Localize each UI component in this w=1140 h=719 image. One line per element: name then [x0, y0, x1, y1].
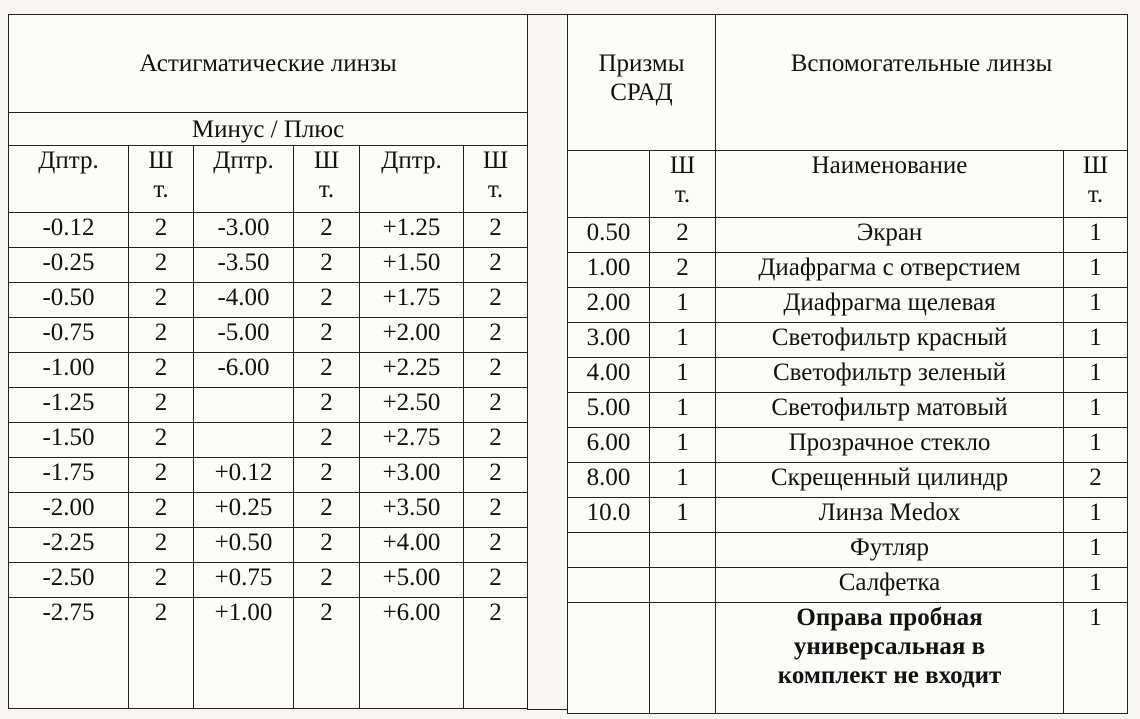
diopter-cell: -3.50	[194, 248, 294, 283]
table-row	[9, 318, 528, 353]
minus-plus-subtitle: Минус / Плюс	[9, 113, 528, 146]
item-qty-cell: 1	[1064, 323, 1128, 358]
table-row	[568, 463, 1128, 498]
qty-cell: 2	[464, 318, 528, 353]
prism-value-cell	[568, 603, 650, 714]
prism-value-cell: 10.0	[568, 498, 650, 533]
qty-cell: 2	[129, 598, 194, 709]
table-row	[9, 353, 528, 388]
prism-qty-cell: 1	[650, 288, 716, 323]
diopter-cell: -2.00	[9, 493, 129, 528]
prism-value-cell: 3.00	[568, 323, 650, 358]
prism-qty-header: Ш т.	[650, 151, 716, 218]
prisms-title: Призмы СРАД	[568, 15, 716, 151]
item-qty-cell: 1	[1064, 358, 1128, 393]
table-row	[568, 568, 1128, 603]
diopter-cell: -2.25	[9, 528, 129, 563]
diopter-cell: -1.00	[9, 353, 129, 388]
prism-value-cell: 4.00	[568, 358, 650, 393]
diopter-cell: +1.25	[360, 213, 464, 248]
prism-qty-cell	[650, 568, 716, 603]
diopter-cell: -1.75	[9, 458, 129, 493]
diopter-cell: +5.00	[360, 563, 464, 598]
qty-cell: 2	[294, 598, 360, 709]
diopter-cell: -2.75	[9, 598, 129, 709]
astigmatic-title: Астигматические линзы	[9, 15, 528, 113]
prism-value-cell: 0.50	[568, 218, 650, 253]
qty-cell: 2	[294, 493, 360, 528]
col-diopt-1: Дптр.	[9, 146, 129, 213]
table-row	[9, 213, 528, 248]
qty-cell: 2	[294, 423, 360, 458]
diopter-cell: -3.00	[194, 213, 294, 248]
table-row	[568, 533, 1128, 568]
diopter-cell: +6.00	[360, 598, 464, 709]
qty-cell: 2	[464, 213, 528, 248]
qty-cell: 2	[464, 353, 528, 388]
diopter-cell: +1.00	[194, 598, 294, 709]
prism-value-cell	[568, 533, 650, 568]
qty-cell: 2	[129, 283, 194, 318]
item-qty-cell: 1	[1064, 568, 1128, 603]
diopter-cell: +1.75	[360, 283, 464, 318]
item-name-cell: Диафрагма с отверстием	[716, 253, 1064, 288]
qty-cell: 2	[464, 598, 528, 709]
qty-cell: 2	[129, 493, 194, 528]
table-row	[9, 283, 528, 318]
aux-lenses-title: Вспомогательные линзы	[716, 15, 1128, 151]
prism-value-cell	[568, 568, 650, 603]
qty-cell: 2	[464, 528, 528, 563]
table-row	[9, 563, 528, 598]
diopter-cell: +0.12	[194, 458, 294, 493]
prism-qty-cell: 2	[650, 218, 716, 253]
item-qty-cell: 1	[1064, 288, 1128, 323]
table-row	[9, 528, 528, 563]
prism-qty-cell: 1	[650, 498, 716, 533]
diopter-cell: +1.50	[360, 248, 464, 283]
prism-qty-cell: 1	[650, 323, 716, 358]
qty-cell: 2	[129, 423, 194, 458]
item-name-cell: Прозрачное стекло	[716, 428, 1064, 463]
prisms-aux-lenses-table	[567, 14, 1128, 714]
item-qty-cell: 1	[1064, 218, 1128, 253]
diopter-cell: +0.25	[194, 493, 294, 528]
item-name-cell: Футляр	[716, 533, 1064, 568]
diopter-cell: +2.00	[360, 318, 464, 353]
table-row	[568, 288, 1128, 323]
diopter-cell: -1.25	[9, 388, 129, 423]
col-diopt-3: Дптр.	[360, 146, 464, 213]
diopter-cell: -5.00	[194, 318, 294, 353]
qty-cell: 2	[294, 213, 360, 248]
prism-qty-cell: 1	[650, 428, 716, 463]
diopter-cell: +2.75	[360, 423, 464, 458]
prism-qty-cell	[650, 533, 716, 568]
astigmatic-lenses-table	[8, 14, 528, 709]
qty-cell: 2	[464, 493, 528, 528]
diopter-cell: +4.00	[360, 528, 464, 563]
table-row	[568, 428, 1128, 463]
qty-cell: 2	[129, 353, 194, 388]
prism-qty-cell: 1	[650, 463, 716, 498]
item-qty-cell: 1	[1064, 428, 1128, 463]
diopter-cell: +2.25	[360, 353, 464, 388]
table-row	[568, 218, 1128, 253]
qty-cell: 2	[294, 528, 360, 563]
qty-cell: 2	[464, 458, 528, 493]
qty-cell: 2	[294, 458, 360, 493]
qty-cell: 2	[294, 248, 360, 283]
table-row	[568, 323, 1128, 358]
qty-cell: 2	[464, 248, 528, 283]
item-name-cell: Диафрагма щелевая	[716, 288, 1064, 323]
diopter-cell: -6.00	[194, 353, 294, 388]
table-row	[568, 393, 1128, 428]
diopter-cell	[194, 388, 294, 423]
item-name-cell: Скрещенный цилиндр	[716, 463, 1064, 498]
qty-cell: 2	[294, 563, 360, 598]
qty-cell: 2	[129, 318, 194, 353]
item-qty-cell: 1	[1064, 253, 1128, 288]
qty-cell: 2	[464, 563, 528, 598]
col-diopt-2: Дптр.	[194, 146, 294, 213]
table-row	[9, 388, 528, 423]
diopter-cell	[194, 423, 294, 458]
col-qty-2: Ш т.	[294, 146, 360, 213]
prism-qty-cell	[650, 603, 716, 714]
table-row	[9, 248, 528, 283]
item-name-cell: Светофильтр красный	[716, 323, 1064, 358]
diopter-cell: -0.25	[9, 248, 129, 283]
qty-cell: 2	[294, 318, 360, 353]
diopter-cell: -2.50	[9, 563, 129, 598]
diopter-cell: -0.12	[9, 213, 129, 248]
table-row	[568, 358, 1128, 393]
table-row	[9, 598, 528, 709]
table-row	[568, 603, 1128, 714]
qty-cell: 2	[464, 388, 528, 423]
qty-cell: 2	[294, 388, 360, 423]
diopter-cell: +0.75	[194, 563, 294, 598]
col-qty-1: Ш т.	[129, 146, 194, 213]
prism-qty-cell: 1	[650, 393, 716, 428]
diopter-cell: +0.50	[194, 528, 294, 563]
qty-cell: 2	[129, 458, 194, 493]
qty-cell: 2	[464, 423, 528, 458]
table-row	[9, 458, 528, 493]
col-qty-3: Ш т.	[464, 146, 528, 213]
item-qty-cell: 1	[1064, 603, 1128, 714]
name-header: Наименование	[716, 151, 1064, 218]
table-row	[9, 423, 528, 458]
qty-cell: 2	[294, 283, 360, 318]
item-qty-cell: 1	[1064, 533, 1128, 568]
diopter-cell: -0.50	[9, 283, 129, 318]
prism-qty-cell: 1	[650, 358, 716, 393]
prism-value-cell: 1.00	[568, 253, 650, 288]
item-name-cell: Экран	[716, 218, 1064, 253]
item-qty-cell: 1	[1064, 393, 1128, 428]
item-name-cell: Оправа пробная универсальная в комплект не входит	[716, 603, 1064, 714]
diopter-cell: -4.00	[194, 283, 294, 318]
diopter-cell: +2.50	[360, 388, 464, 423]
qty-cell: 2	[129, 388, 194, 423]
item-name-cell: Линза Medox	[716, 498, 1064, 533]
item-name-cell: Салфетка	[716, 568, 1064, 603]
table-gap	[527, 14, 567, 710]
item-qty-cell: 1	[1064, 498, 1128, 533]
qty-cell: 2	[129, 248, 194, 283]
left-column-header-row	[9, 146, 528, 213]
prism-qty-cell: 2	[650, 253, 716, 288]
prism-value-cell: 6.00	[568, 428, 650, 463]
qty-cell: 2	[129, 528, 194, 563]
qty-cell: 2	[294, 353, 360, 388]
table-row	[568, 498, 1128, 533]
qty-cell: 2	[464, 283, 528, 318]
item-name-cell: Светофильтр зеленый	[716, 358, 1064, 393]
diopter-cell: -1.50	[9, 423, 129, 458]
right-column-header-row	[568, 151, 1128, 218]
item-qty-cell: 2	[1064, 463, 1128, 498]
aux-qty-header: Ш т.	[1064, 151, 1128, 218]
prism-value-header	[568, 151, 650, 218]
table-row	[9, 493, 528, 528]
item-name-cell: Светофильтр матовый	[716, 393, 1064, 428]
diopter-cell: +3.50	[360, 493, 464, 528]
prism-value-cell: 5.00	[568, 393, 650, 428]
prism-value-cell: 8.00	[568, 463, 650, 498]
qty-cell: 2	[129, 213, 194, 248]
qty-cell: 2	[129, 563, 194, 598]
table-row	[568, 253, 1128, 288]
diopter-cell: +3.00	[360, 458, 464, 493]
diopter-cell: -0.75	[9, 318, 129, 353]
prism-value-cell: 2.00	[568, 288, 650, 323]
